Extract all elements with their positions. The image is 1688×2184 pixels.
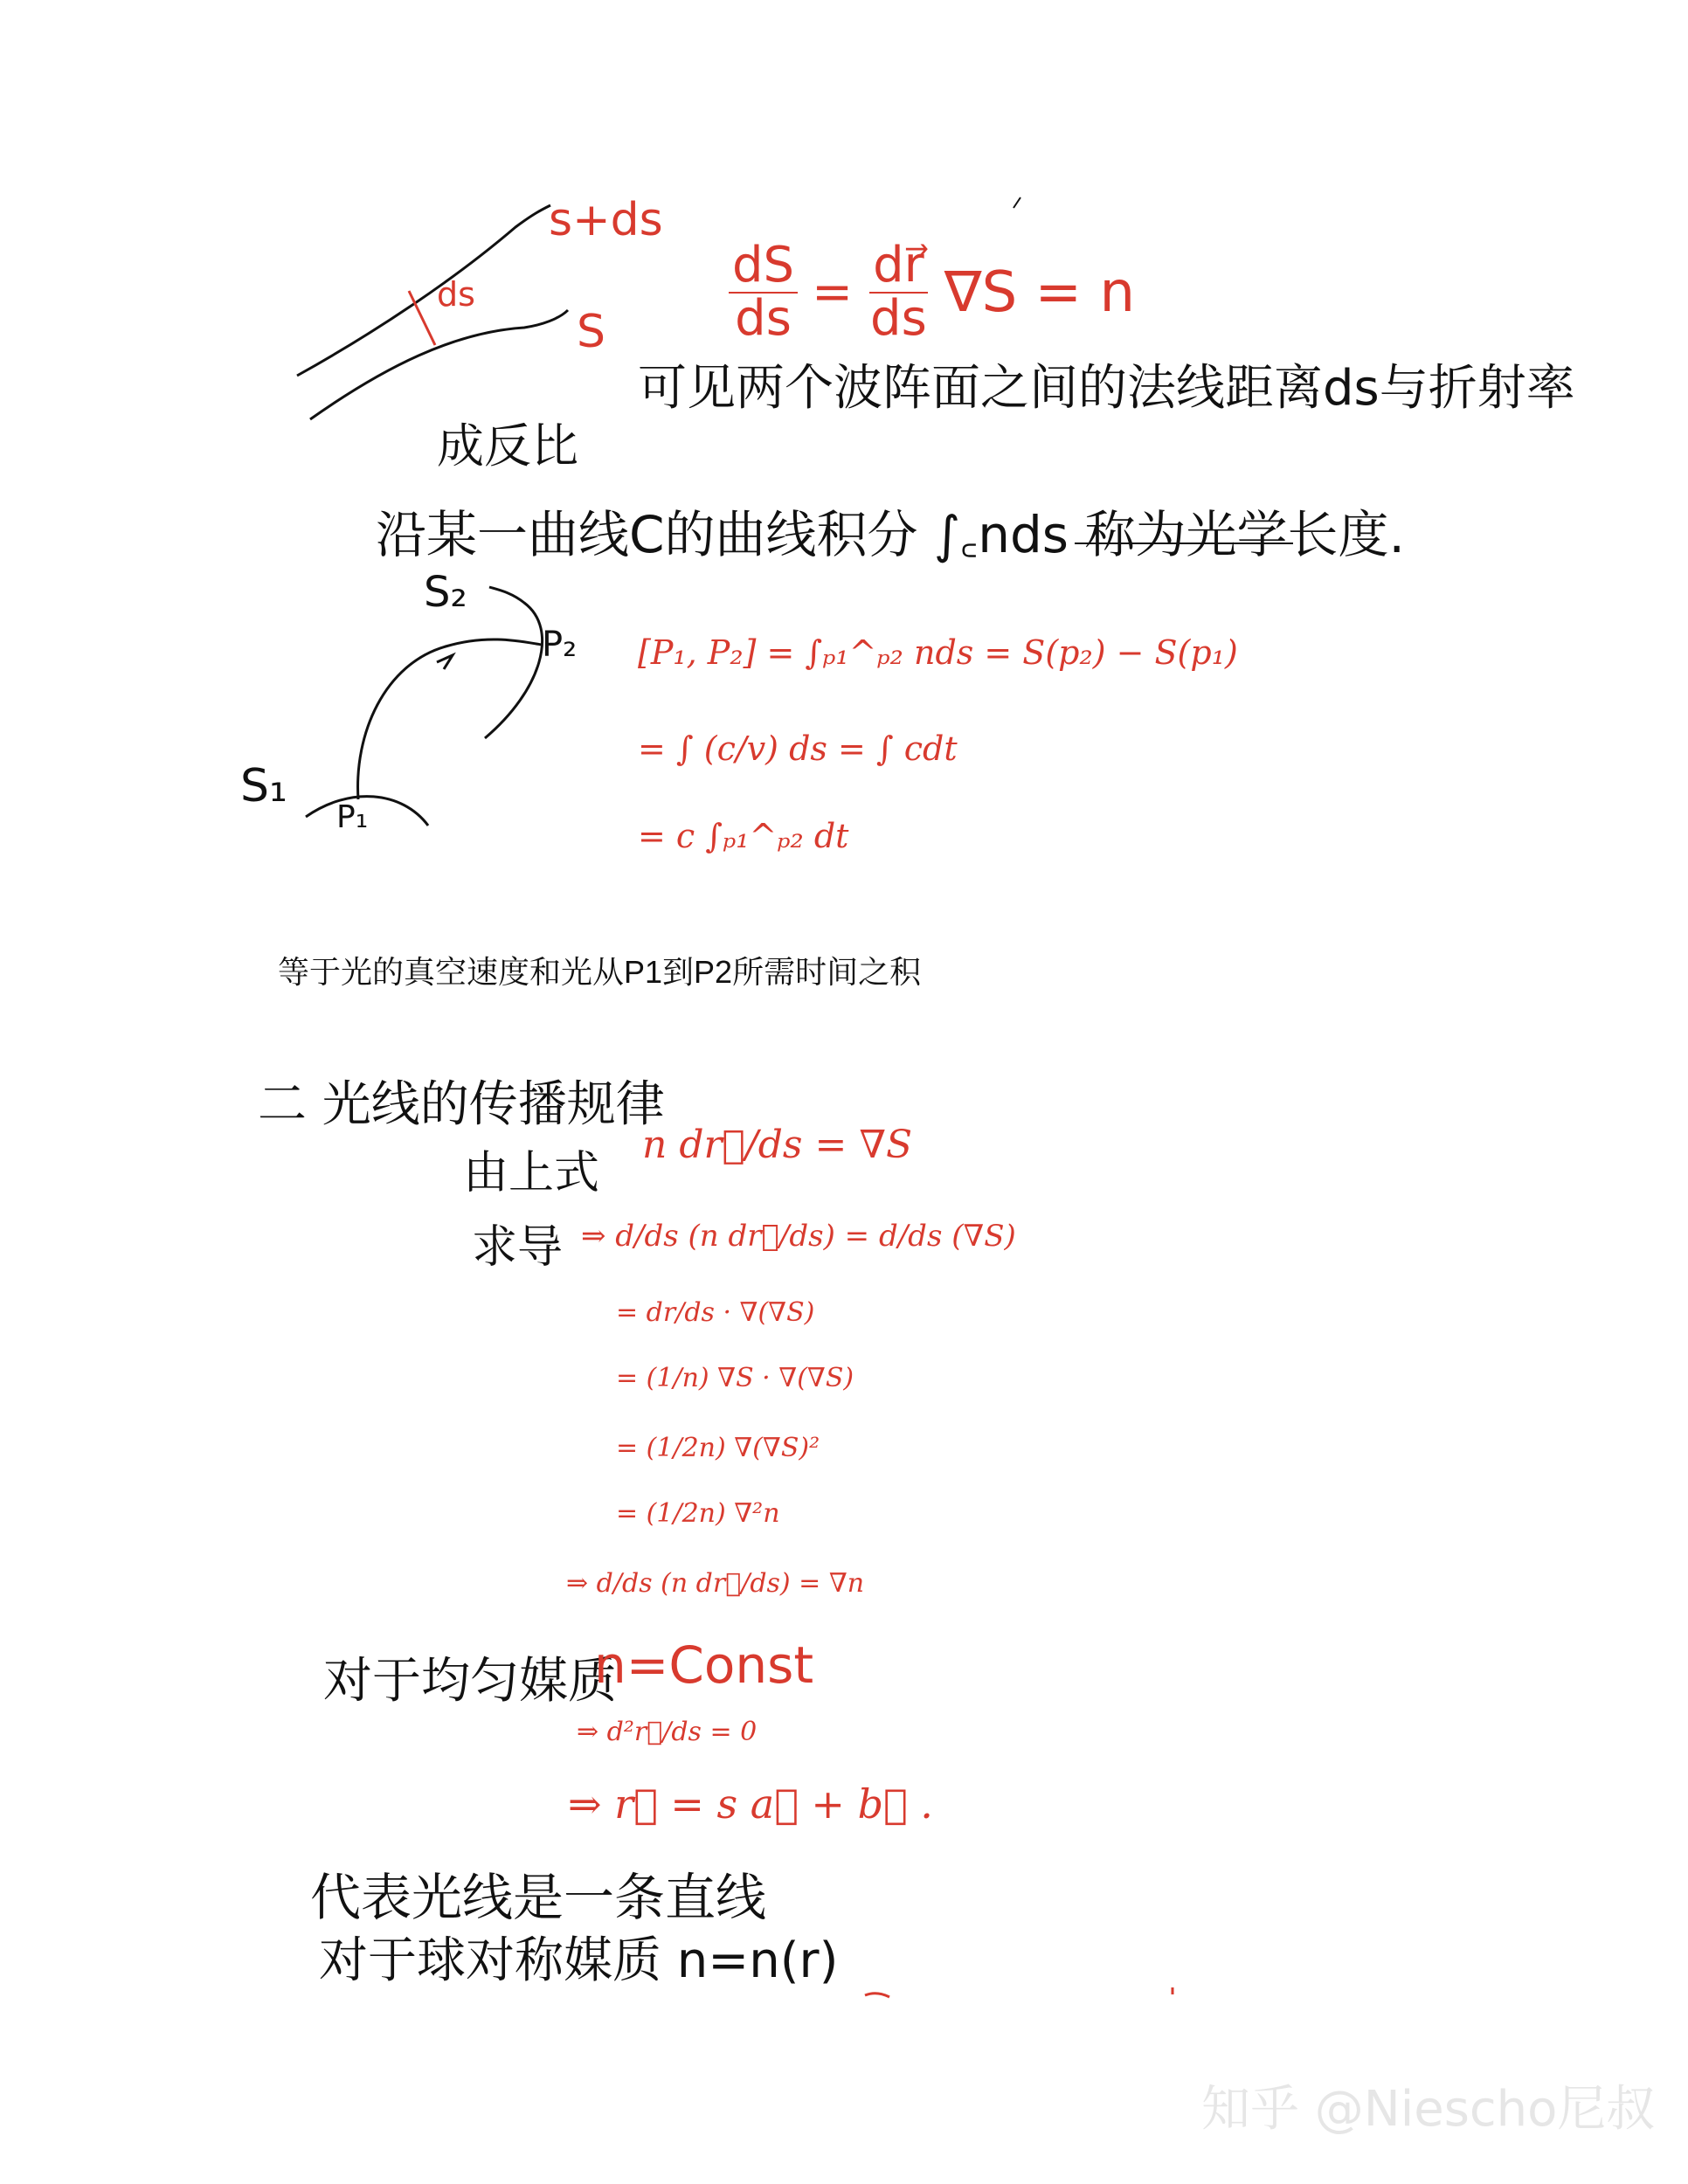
wavefront-s2 xyxy=(485,587,543,738)
label-p2: P₂ xyxy=(542,625,578,665)
derivation-step-4: = (1/2n) ∇(∇S)² xyxy=(616,1433,820,1463)
label-s2: S₂ xyxy=(424,568,467,617)
fraction-numerator: dS xyxy=(729,240,798,294)
fraction-denominator: ds xyxy=(870,289,927,347)
n-const: n=Const xyxy=(594,1635,814,1695)
equals-sign: = xyxy=(812,264,854,321)
stray-mark xyxy=(1013,197,1020,208)
note-optical-length: 沿某一曲线C的曲线积分 ∫꜀nds 称为光学长度. xyxy=(376,505,1405,564)
gradient-equals-n: ∇S = n xyxy=(944,259,1136,325)
derivation-step-8: ⇒ r⃗ = s a⃗ + b⃗ . xyxy=(568,1780,933,1828)
derivation-step-7: ⇒ d²r⃗/ds = 0 xyxy=(577,1717,758,1747)
derivation-step-2: = dr/ds · ∇(∇S) xyxy=(616,1297,815,1328)
equation-gradient-s xyxy=(725,237,1136,347)
note-spherical-medium: 对于球对称媒质 n=n(r) xyxy=(319,1932,839,1989)
fraction-dr-ds xyxy=(867,237,930,347)
equation-eikonal: n dr⃗/ds = ∇S xyxy=(642,1123,913,1167)
optical-path-line-3: = c ∫ₚ₁^ₚ₂ dt xyxy=(638,817,849,855)
fraction-denominator: ds xyxy=(735,289,792,347)
note-uniform-medium: 对于均匀媒质 xyxy=(323,1653,617,1710)
note-straight-line: 代表光线是一条直线 xyxy=(310,1868,767,1927)
derivation-step-5: = (1/2n) ∇²n xyxy=(616,1498,780,1529)
derivation-step-3: = (1/n) ∇S · ∇(∇S) xyxy=(616,1363,854,1393)
typed-note-vacuum-speed: 等于光的真空速度和光从P1到P2所需时间之积 xyxy=(278,954,922,990)
label-s1: S₁ xyxy=(240,760,287,812)
derivation-step-6: ⇒ d/ds (n dr⃗/ds) = ∇n xyxy=(566,1568,865,1599)
wavefront-curve-s-ds xyxy=(297,205,550,376)
label-s-plus-ds: s+ds xyxy=(549,194,663,246)
label-s: S xyxy=(577,306,606,358)
watermark: 知乎 @Niescho尼叔 xyxy=(1201,2081,1656,2138)
note-from-above: 由上式 xyxy=(463,1147,600,1199)
ray-curve xyxy=(358,639,542,799)
ray-arrow xyxy=(437,655,453,669)
fraction-numerator: dr⃗ xyxy=(869,240,928,294)
section-heading-propagation: 二 光线的传播规律 xyxy=(258,1076,665,1133)
note-inverse-proportion: 成反比 xyxy=(437,418,578,473)
optical-path-line-2: = ∫ (c/v) ds = ∫ cdt xyxy=(638,729,958,768)
label-p1: P₁ xyxy=(336,799,369,835)
optical-path-line-1: [P₁, P₂] = ∫ₚ₁^ₚ₂ nds = S(p₂) − S(p₁) xyxy=(638,633,1238,672)
derivation-step-1: ⇒ d/ds (n dr⃗/ds) = d/ds (∇S) xyxy=(581,1219,1016,1254)
note-normal-distance: 可见两个波阵面之间的法线距离ds与折射率 xyxy=(638,360,1575,417)
note-derive: 求导 xyxy=(472,1221,564,1274)
label-ds: ds xyxy=(437,275,475,314)
wavefront-curve-s xyxy=(310,310,568,419)
fraction-dS-ds xyxy=(729,237,798,347)
stray-red-mark xyxy=(865,1994,889,1997)
